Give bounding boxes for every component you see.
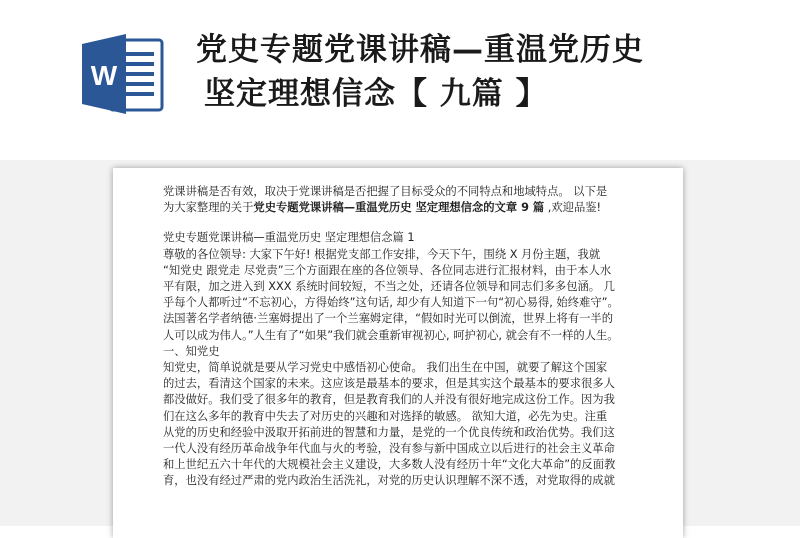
document-page <box>113 168 683 538</box>
intro-line-1: 党课讲稿是否有效，取决于党课讲稿是否把握了目标受众的不同特点和地域特点。 以下是 <box>163 185 608 198</box>
title-line-2: 坚定理想信念【 九篇 】 <box>204 76 548 112</box>
body-line: 一代人没有经历革命战争年代血与火的考验，没有参与新中国成立以后进行的社会主义革命 <box>163 442 615 456</box>
body-line: 和上世纪五六十年代的大规模社会主义建设，大多数人没有经历十年“文化大革命”的反面教 <box>163 458 616 472</box>
document-title <box>196 28 776 116</box>
body-line: 法国著名学者纳德·兰塞姆提出了一个兰塞姆定律，“假如时光可以倒流，世界上将有一半的 <box>163 312 614 326</box>
body-line: 知党史，简单说就是要从学习党史中感悟初心使命。 我们出生在中国，就要了解这个国家 <box>163 361 608 375</box>
section-heading: 党史专题党课讲稿—重温党历史 坚定理想信念篇 1 <box>163 231 415 245</box>
body-line: 们在这么多年的教育中失去了对历史的兴趣和对选择的敏感。 欲知大道，必先为史。注重 <box>163 409 608 423</box>
title-line-1: 党史专题党课讲稿—重温党历史 <box>196 32 644 68</box>
body-line: 都没做好。我们受了很多年的教育，但是教育我们的人并没有很好地完成这份工作。因为我 <box>163 393 615 407</box>
document-body <box>163 184 641 490</box>
body-line: “知党史 跟党走 尽党责”三个方面跟在座的各位领导、各位同志进行汇报材料，由于本人水 <box>163 263 612 277</box>
word-icon <box>80 30 166 118</box>
paragraph-gap <box>163 216 641 230</box>
header <box>0 0 800 160</box>
body-line: 乎每个人都听过“不忘初心，方得始终”这句话, 却少有人知道下一句“初心易得, 始终难守”。 <box>163 296 619 310</box>
intro-prefix: 为大家整理的关于 <box>163 201 254 215</box>
svg-text:W: W <box>90 60 118 91</box>
intro-line-2 <box>163 200 641 216</box>
body-lines <box>163 247 641 490</box>
body-line: 尊敬的各位领导: 大家下午好! 根据党支部工作安排，今天下午，围绕 X 月份主题，我就 <box>163 247 601 261</box>
body-line: 从党的历史和经验中汲取开拓前进的智慧和力量，是党的一个优良传统和政治优势。我们这 <box>163 425 615 439</box>
body-line: 平有限，加之进入到 XXX 系统时间较短，不当之处，还请各位领导和同志们多多包涵。 几 <box>163 280 615 294</box>
body-line: 人可以成为伟人。”人生有了“如果”我们就会重新审视初心, 呵护初心, 就会有不一样的人生。 <box>163 328 619 342</box>
body-line: 的过去，看清这个国家的未来。这应该是最基本的要求，但是其实这个最基本的要求很多人 <box>163 377 615 391</box>
intro-bold-title: 党史专题党课讲稿—重温党历史 坚定理想信念的文章 9 篇 <box>253 201 545 215</box>
body-line: 一、知党史 <box>163 344 220 358</box>
intro-suffix: ,欢迎品鉴! <box>544 201 602 215</box>
body-line: 育，也没有经过严肃的党内政治生活洗礼，对党的历史认识理解不深不透，对党取得的成就 <box>163 474 615 488</box>
